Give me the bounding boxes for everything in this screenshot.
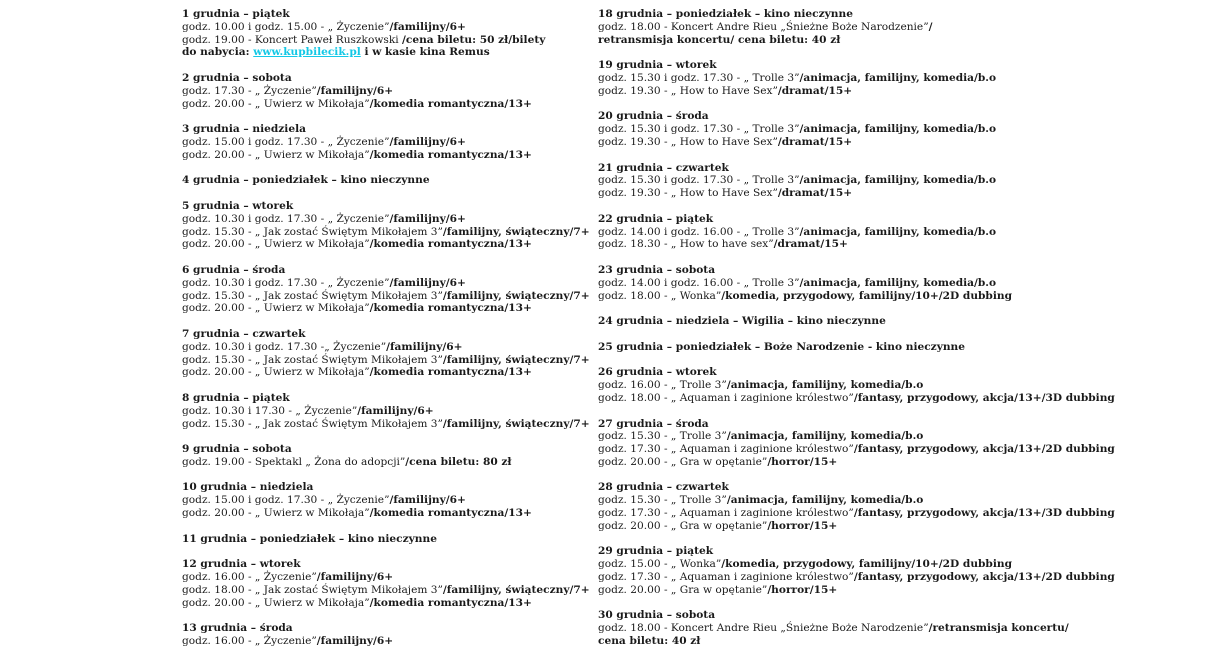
- screening-line: [182, 456, 572, 469]
- category-text: /familijny/6+: [389, 20, 466, 33]
- screening-text: godz. 10.30 i godz. 17.30 -„ Życzenie”: [182, 340, 387, 353]
- day-heading: 18 grudnia – poniedziałek – kino nieczynne: [598, 8, 853, 20]
- screening-text: godz. 15.30 i godz. 17.30 - „ Trolle 3”: [598, 123, 800, 136]
- schedule-day: [598, 59, 1158, 97]
- screening-line: [598, 277, 1158, 290]
- screening-line: [182, 597, 572, 610]
- schedule-day: [598, 162, 1158, 200]
- screening-line: [182, 225, 590, 239]
- day-heading: 9 grudnia – sobota: [182, 443, 292, 456]
- screening-line: [598, 584, 1158, 597]
- schedule-day: [182, 481, 572, 519]
- schedule-day: [598, 609, 1158, 647]
- category-text: /familijny/6+: [389, 494, 466, 507]
- screening-text: godz. 10.30 i godz. 17.30 - „ Życzenie”: [182, 212, 390, 225]
- category-text: /familijny, świąteczny/7+: [442, 583, 590, 596]
- screening-text: godz. 19.00 - Koncert Paweł Ruszkowski: [182, 33, 403, 46]
- screening-line: [598, 21, 1158, 34]
- screening-line: [182, 341, 572, 354]
- screening-text: godz. 19.00 - Spektakl „ Żona do adopcji”: [182, 455, 406, 468]
- screening-line: [598, 520, 1158, 533]
- screening-text: godz. 15.30 - „ Jak zostać Świętym Mikołajem 3”: [182, 417, 443, 430]
- category-text: /familijny/6+: [316, 84, 394, 97]
- screening-line: [598, 456, 1158, 469]
- screening-line: [598, 622, 1158, 635]
- screening-text: godz. 20.00 - „ Gra w opętanie”: [598, 519, 768, 532]
- schedule-column-left: [182, 8, 590, 661]
- screening-line: [598, 558, 1158, 571]
- schedule-day: [598, 418, 1158, 469]
- screening-line: [598, 72, 1158, 85]
- category-text: /horror/15+: [767, 583, 838, 596]
- category-text: /familijny/6+: [389, 135, 466, 148]
- screening-line: [182, 46, 572, 59]
- schedule-day: [182, 443, 572, 469]
- category-text: /animacja, familijny, komedia/b.o: [799, 71, 997, 84]
- screening-line: [182, 289, 590, 303]
- screening-line: [598, 123, 1158, 136]
- screening-text: godz. 18.00 - Koncert Andre Rieu „Śnieżne Boże Narodzenie”: [598, 622, 929, 635]
- screening-line: [182, 34, 572, 47]
- category-text: /cena biletu: 50 zł/bilety: [402, 33, 546, 46]
- screening-text: godz. 15.00 i godz. 17.30 - „ Życzenie”: [182, 494, 390, 507]
- day-heading: 13 grudnia – środa: [182, 622, 293, 635]
- screening-line: [598, 290, 1158, 303]
- schedule-day: [182, 263, 590, 315]
- day-heading: 6 grudnia – środa: [182, 263, 286, 276]
- screening-text: godz. 15.30 - „ Trolle 3”: [598, 494, 727, 507]
- screening-text: godz. 15.30 i godz. 17.30 - „ Trolle 3”: [598, 174, 800, 187]
- category-text: /komedia romantyczna/13+: [369, 148, 532, 161]
- screening-text: godz. 17.30 - „ Aquaman i zaginione królestwo”: [598, 571, 854, 584]
- category-text: /komedia romantyczna/13+: [369, 302, 532, 315]
- screening-text: godz. 15.30 - „ Trolle 3”: [598, 430, 727, 443]
- category-text: /familijny/6+: [389, 276, 466, 289]
- schedule-day: [182, 123, 572, 161]
- screening-line: [598, 392, 1158, 405]
- screening-text: godz. 15.00 i godz. 17.30 - „ Życzenie”: [182, 135, 390, 148]
- schedule-day: [598, 8, 1158, 46]
- schedule-day: [182, 533, 572, 546]
- day-heading: 22 grudnia – piątek: [598, 212, 714, 225]
- screening-text: godz. 20.00 - „ Uwierz w Mikołaja”: [182, 596, 370, 609]
- screening-line: [182, 366, 572, 379]
- screening-line: [598, 85, 1158, 98]
- screening-line: [182, 136, 572, 149]
- category-text: /dramat/15+: [773, 238, 848, 251]
- screening-text: godz. 15.30 i godz. 17.30 - „ Trolle 3”: [598, 71, 800, 84]
- category-text: /animacja, familijny, komedia/b.o: [726, 430, 924, 443]
- category-text: /retransmisja koncertu/: [928, 622, 1069, 635]
- screening-text: godz. 18.00 - Koncert Andre Rieu „Śnieżne Boże Narodzenie”: [598, 20, 929, 33]
- day-heading: 21 grudnia – czwartek: [598, 161, 729, 174]
- screening-text: godz. 19.30 - „ How to Have Sex”: [598, 84, 778, 97]
- screening-line: [182, 417, 590, 431]
- category-text: /fantasy, przygodowy, akcja/13+/3D dubbing: [853, 507, 1115, 520]
- category-text: /familijny/6+: [357, 404, 434, 417]
- screening-text: godz. 20.00 - „ Gra w opętanie”: [598, 455, 768, 468]
- day-heading: 30 grudnia – sobota: [598, 609, 716, 622]
- screening-text: godz. 20.00 - „ Uwierz w Mikołaja”: [182, 238, 370, 251]
- category-text: /fantasy, przygodowy, akcja/13+/3D dubbing: [853, 391, 1115, 404]
- screening-text: godz. 17.30 - „ Aquaman i zaginione królestwo”: [598, 443, 854, 456]
- screening-text: godz. 20.00 - „ Gra w opętanie”: [598, 583, 768, 596]
- screening-text: godz. 18.30 - „ How to have sex”: [598, 238, 774, 251]
- category-text: /familijny/6+: [316, 571, 394, 584]
- screening-text: godz. 14.00 i godz. 16.00 - „ Trolle 3”: [598, 276, 800, 289]
- day-heading: 26 grudnia – wtorek: [598, 366, 717, 379]
- category-text: /familijny, świąteczny/7+: [442, 353, 590, 366]
- screening-line: [182, 149, 572, 162]
- screening-line: [598, 226, 1158, 239]
- day-heading: 3 grudnia – niedziela: [182, 123, 306, 136]
- category-text: /komedia romantyczna/13+: [369, 97, 532, 110]
- category-text: /komedia romantyczna/13+: [369, 596, 532, 609]
- schedule-day: [598, 481, 1158, 532]
- screening-text: godz. 20.00 - „ Uwierz w Mikołaja”: [182, 507, 370, 520]
- category-text: /horror/15+: [767, 455, 838, 468]
- category-text: cena biletu: 40 zł: [598, 635, 701, 648]
- category-text: /familijny/6+: [386, 340, 463, 353]
- screening-line: [182, 494, 572, 507]
- day-heading: 12 grudnia – wtorek: [182, 558, 301, 571]
- screening-line: [182, 98, 572, 111]
- screening-text: godz. 18.00 - „ Aquaman i zaginione królestwo”: [598, 391, 854, 404]
- screening-text: godz. 18.00 - „ Wonka”: [598, 289, 722, 302]
- category-text: /animacja, familijny, komedia/b.o: [799, 276, 997, 289]
- day-heading: 27 grudnia – środa: [598, 417, 709, 430]
- day-heading: 8 grudnia – piątek: [182, 391, 290, 404]
- schedule-day: [182, 8, 572, 59]
- screening-text: godz. 15.30 - „ Jak zostać Świętym Mikołajem 3”: [182, 289, 443, 302]
- screening-text: godz. 17.30 - „ Życzenie”: [182, 84, 317, 97]
- category-text: /familijny/6+: [389, 212, 466, 225]
- schedule-day: [598, 545, 1158, 596]
- day-heading: 20 grudnia – środa: [598, 110, 709, 123]
- day-heading: 4 grudnia – poniedziałek – kino nieczynne: [182, 174, 430, 187]
- schedule-day: [598, 315, 1158, 328]
- category-text: /animacja, familijny, komedia/b.o: [726, 379, 924, 392]
- day-heading: 19 grudnia – wtorek: [598, 59, 717, 72]
- screening-text: godz. 18.00 - „ Jak zostać Świętym Mikołajem 3”: [182, 583, 443, 596]
- category-text: /dramat/15+: [777, 187, 853, 200]
- category-text: /animacja, familijny, komedia/b.o: [799, 225, 997, 238]
- category-text: /komedia, przygodowy, familijny/10+/2D dubbing: [721, 289, 1012, 302]
- screening-line: [182, 405, 572, 418]
- category-text: /dramat/15+: [777, 84, 853, 97]
- screening-line: [182, 583, 590, 597]
- screening-text: godz. 19.30 - „ How to Have Sex”: [598, 135, 778, 148]
- screening-line: [598, 443, 1158, 456]
- screening-line: [598, 494, 1158, 507]
- screening-line: [598, 187, 1158, 200]
- schedule-day: [598, 264, 1158, 302]
- screening-text: godz. 17.30 - „ Aquaman i zaginione królestwo”: [598, 507, 854, 520]
- category-text: i w kasie kina Remus: [360, 46, 490, 59]
- category-text: /familijny, świąteczny/7+: [442, 289, 590, 302]
- screening-text: godz. 10.00 i godz. 15.00 - „ Życzenie”: [182, 20, 390, 33]
- schedule-day: [598, 110, 1158, 148]
- category-text: /komedia romantyczna/13+: [369, 238, 532, 251]
- category-text: /komedia, przygodowy, familijny/10+/2D dubbing: [721, 558, 1012, 571]
- category-text: /fantasy, przygodowy, akcja/13+/2D dubbing: [853, 443, 1115, 456]
- screening-line: [598, 238, 1158, 251]
- screening-line: [598, 136, 1158, 149]
- screening-text: godz. 16.00 - „ Życzenie”: [182, 571, 317, 584]
- screening-line: [598, 571, 1158, 584]
- screening-text: godz. 15.30 - „ Jak zostać Świętym Mikołajem 3”: [182, 353, 443, 366]
- screening-line: [598, 34, 1158, 47]
- category-text: /cena biletu: 80 zł: [405, 455, 512, 468]
- schedule-day: [182, 558, 590, 609]
- day-heading: 28 grudnia – czwartek: [598, 481, 729, 494]
- screening-text: godz. 10.30 i godz. 17.30 - „ Życzenie”: [182, 276, 390, 289]
- screening-text: godz. 20.00 - „ Uwierz w Mikołaja”: [182, 97, 370, 110]
- screening-line: [182, 507, 572, 520]
- category-text: /familijny, świąteczny/7+: [442, 225, 590, 238]
- day-heading: 1 grudnia – piątek: [182, 8, 290, 20]
- screening-text: godz. 14.00 i godz. 16.00 - „ Trolle 3”: [598, 225, 800, 238]
- screening-line: [182, 635, 572, 648]
- day-heading: 7 grudnia – czwartek: [182, 327, 306, 340]
- category-text: /familijny/6+: [316, 635, 394, 648]
- schedule-day: [182, 199, 590, 251]
- screening-line: [598, 635, 1158, 648]
- category-text: retransmisja koncertu/ cena biletu: 40 zł: [598, 33, 841, 46]
- screening-line: [182, 571, 572, 584]
- category-text: /animacja, familijny, komedia/b.o: [799, 174, 997, 187]
- screening-line: [182, 21, 572, 34]
- screening-line: [182, 238, 572, 251]
- schedule-day: [598, 341, 1158, 354]
- screening-text: godz. 20.00 - „ Uwierz w Mikołaja”: [182, 366, 370, 379]
- screening-line: [598, 507, 1158, 520]
- schedule-day: [598, 366, 1158, 404]
- screening-line: [598, 430, 1158, 443]
- schedule-day: [182, 622, 572, 648]
- schedule-day: [182, 327, 590, 379]
- day-heading: 23 grudnia – sobota: [598, 263, 716, 276]
- screening-text: godz. 15.30 - „ Jak zostać Świętym Mikołajem 3”: [182, 225, 443, 238]
- day-heading: 11 grudnia – poniedziałek – kino nieczynne: [182, 532, 437, 545]
- category-text: /horror/15+: [767, 519, 838, 532]
- schedule-day: [598, 213, 1158, 251]
- screening-text: godz. 15.00 - „ Wonka”: [598, 558, 722, 571]
- category-text: /: [928, 20, 933, 33]
- screening-text: godz. 16.00 - „ Trolle 3”: [598, 379, 727, 392]
- screening-text: godz. 19.30 - „ How to Have Sex”: [598, 187, 778, 200]
- schedule-day: [182, 391, 590, 430]
- category-text: /komedia romantyczna/13+: [369, 366, 532, 379]
- day-heading: 10 grudnia – niedziela: [182, 481, 314, 494]
- screening-text: godz. 20.00 - „ Uwierz w Mikołaja”: [182, 302, 370, 315]
- category-text: /komedia romantyczna/13+: [369, 507, 532, 520]
- screening-text: godz. 20.00 - „ Uwierz w Mikołaja”: [182, 148, 370, 161]
- category-text: /animacja, familijny, komedia/b.o: [726, 494, 924, 507]
- day-heading: 29 grudnia – piątek: [598, 545, 714, 558]
- screening-line: [182, 85, 572, 98]
- screening-line: [182, 277, 572, 290]
- screening-line: [182, 213, 572, 226]
- schedule-day: [182, 72, 572, 110]
- category-text: /animacja, familijny, komedia/b.o: [799, 123, 997, 136]
- screening-line: [182, 302, 572, 315]
- day-heading: 5 grudnia – wtorek: [182, 199, 294, 212]
- day-heading: 25 grudnia – poniedziałek – Boże Narodzenie - kino nieczynne: [598, 340, 965, 353]
- screening-text: godz. 10.30 i 17.30 - „ Życzenie”: [182, 404, 358, 417]
- category-text: do nabycia:: [182, 46, 254, 59]
- schedule-day: [182, 174, 572, 187]
- screening-text: godz. 16.00 - „ Życzenie”: [182, 635, 317, 648]
- screening-line: [182, 353, 590, 367]
- screening-line: [598, 379, 1158, 392]
- schedule-column-right: [598, 8, 1158, 661]
- day-heading: 2 grudnia – sobota: [182, 71, 292, 84]
- day-heading: 24 grudnia – niedziela – Wigilia – kino nieczynne: [598, 315, 886, 328]
- category-text: /dramat/15+: [777, 135, 853, 148]
- screening-line: [598, 174, 1158, 187]
- category-text: /fantasy, przygodowy, akcja/13+/2D dubbing: [853, 571, 1115, 584]
- category-text: /familijny, świąteczny/7+: [442, 417, 590, 430]
- ticket-link[interactable]: www.kupbilecik.pl: [253, 46, 361, 59]
